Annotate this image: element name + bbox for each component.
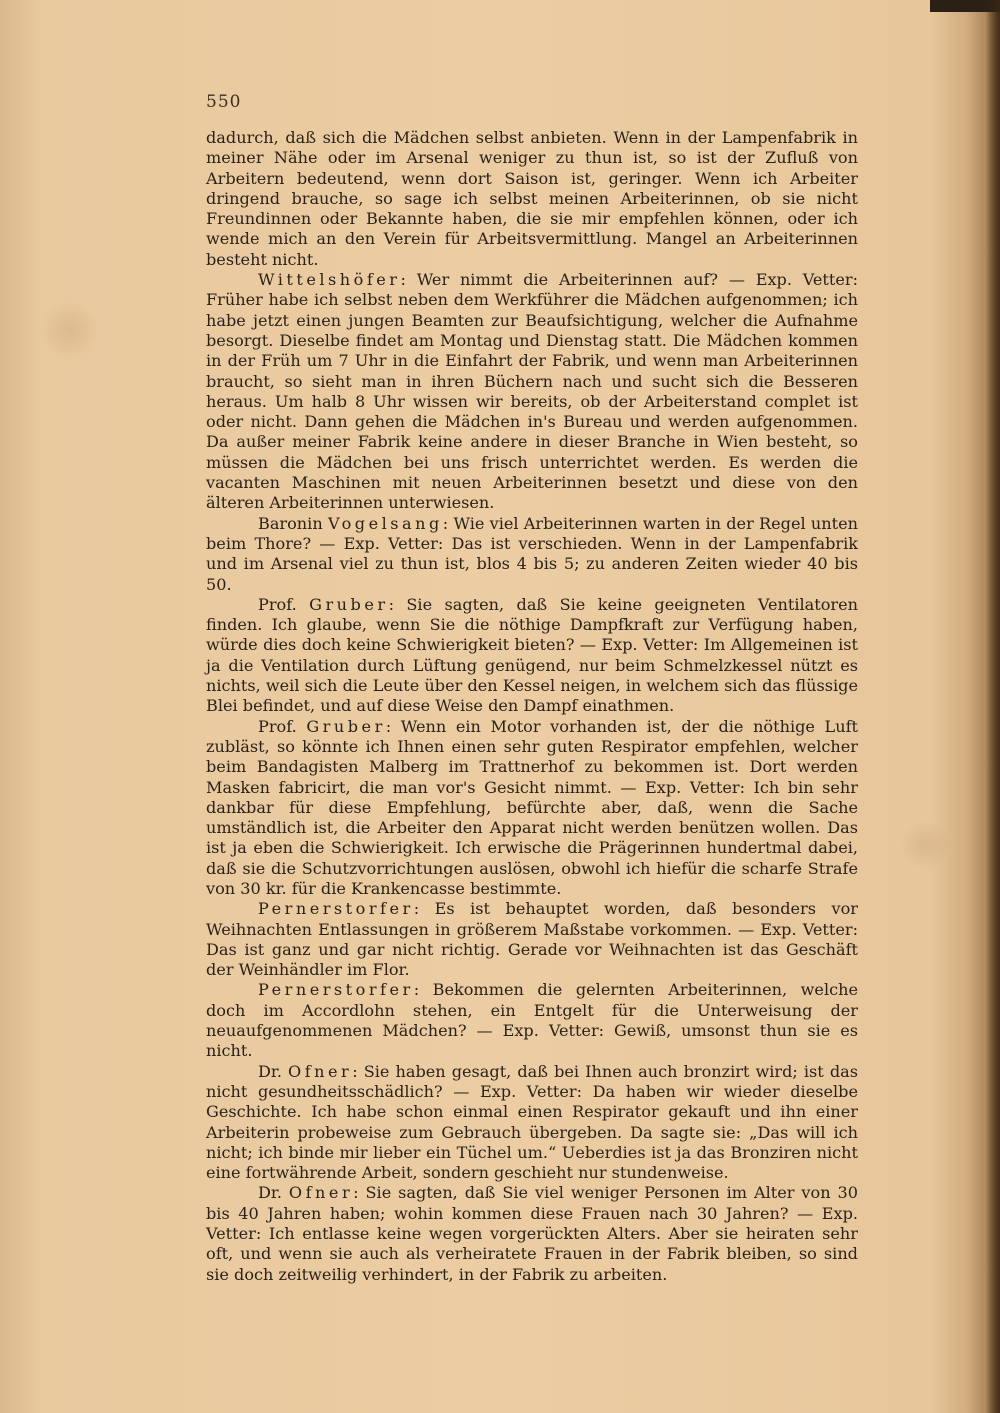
speaker-name: Pernerstorfer — [258, 980, 414, 1000]
speaker-title: Dr. — [258, 1183, 289, 1203]
paragraph-0 — [206, 128, 858, 270]
paragraph-text: dadurch, daß sich die Mädchen selbst anbieten. Wenn in der Lampenfabrik in meiner Nähe oder im Arsenal weniger zu thun ist, so ist der Zufluß von Arbeitern bedeutend, wenn dort Saison ist, geringer. Wenn ich Arbeiter dringend brauche, so sage ich selbst meinen Arbeiterinnen, ob sie nicht Freundinnen oder Bekannte haben, die sie mir empfehlen können, oder ich wende mich an den Verein für Arbeitsvermittlung. Mangel an Arbeiterinnen besteht nicht. — [206, 128, 858, 269]
paragraph-text: : Sie sagten, daß Sie viel weniger Personen im Alter von 30 bis 40 Jahren haben; wohin kommen diese Frauen nach 30 Jahren? — Exp. Vetter: Ich entlasse keine wegen vorgerückten Alters. Aber sie heiraten sehr oft, und wenn sie auch als verheiratete Frauen in der Fabrik bleiben, so sind sie doch zeitweilig verhindert, in der Fabrik zu arbeiten. — [206, 1183, 858, 1284]
speaker-name: Ofner — [288, 1183, 354, 1203]
paragraph-5 — [206, 899, 858, 980]
speaker-name: Gruber — [306, 716, 386, 736]
speaker-name: Wittelshöfer — [258, 270, 401, 290]
paper-stain — [900, 820, 950, 870]
paragraph-text: : Wer nimmt die Arbeiterinnen auf? — Exp. Vetter: Früher habe ich selbst neben dem Werkführer die Mädchen aufgenommen; ich habe jetzt einen jungen Beamten zur Beaufsichtigung, welcher die Aufnahme besorgt. Dieselbe findet am Montag und Dienstag statt. Die Mädchen kommen in der Früh um 7 Uhr in die Einfahrt der Fabrik, und wenn man Arbeiterinnen braucht, so sieht man in ihren Büchern nach und sucht sich die Besseren heraus. Um halb 8 Uhr wissen wir bereits, ob der Arbeiterstand complet ist oder nicht. Dann gehen die Mädchen in's Bureau und werden aufgenommen. Da außer meiner Fabrik keine andere in dieser Branche in Wien besteht, so müssen die Mädchen bei uns frisch unterrichtet werden. Es werden die vacanten Maschinen mit neuen Arbeiterinnen besetzt und diese von den älteren Arbeiterinnen unterwiesen. — [206, 270, 858, 513]
speaker-title: Prof. — [258, 716, 307, 736]
paragraph-1 — [206, 270, 858, 514]
paragraph-text: : Es ist behauptet worden, daß besonders vor Weihnachten Entlassungen in größerem Maßstabe vorkommen. — Exp. Vetter: Das ist ganz und gar nicht richtig. Gerade vor Weihnachten ist das Geschäft der Weinhändler im Flor. — [206, 899, 858, 980]
paragraph-6 — [206, 980, 858, 1061]
paragraph-text: : Sie sagten, daß Sie keine geeigneten Ventilatoren finden. Ich glaube, wenn Sie die nöthige Dampfkraft zur Verfügung haben, würde dies doch keine Schwierigkeit bieten? — Exp. Vetter: Im Allgemeinen ist ja die Ventilation durch Lüftung genügend, nur beim Schmelzkessel nützt es nichts, weil sich die Leute über den Kessel neigen, in welchem sich das flüssige Blei befindet, und auf diese Weise den Dampf einathmen. — [206, 594, 859, 716]
speaker-name: Ofner — [288, 1061, 353, 1081]
page-edge-shadow — [986, 0, 1000, 1413]
speaker-title: Dr. — [258, 1061, 289, 1081]
speaker-title: Prof. — [258, 594, 310, 614]
speaker-name: Vogelsang — [327, 513, 443, 533]
speaker-name: Pernerstorfer — [258, 899, 414, 919]
paragraph-3 — [206, 595, 858, 717]
paragraph-text: : Wenn ein Motor vorhanden ist, der die nöthige Luft zubläst, so könnte ich Ihnen einen sehr guten Respirator empfehlen, welcher beim Bandagisten Malberg im Trattnerhof zu bekommen ist. Dort werden Masken fabricirt, die man vor's Gesicht nimmt. — Exp. Vetter: Ich bin sehr dankbar für diese Empfehlung, befürchte aber, daß, wenn die Sache umständlich ist, die Arbeiter den Apparat nicht werden benützen wollen. Das ist ja eben die Schwierigkeit. Ich erwische die Prägerinnen hundertmal dabei, daß sie die Schutzvorrichtungen auslösen, obwohl ich hiefür die scharfe Strafe von 30 kr. für die Krankencasse bestimmte. — [206, 716, 859, 898]
body-text — [206, 128, 858, 1285]
speaker-title: Baronin — [258, 513, 328, 533]
speaker-name: Gruber — [309, 594, 389, 614]
paper-stain — [40, 300, 100, 360]
page-number: 550 — [206, 92, 242, 112]
paragraph-4 — [206, 717, 858, 900]
paragraph-2 — [206, 514, 858, 595]
paragraph-7 — [206, 1062, 858, 1184]
paragraph-text: : Sie haben gesagt, daß bei Ihnen auch bronzirt wird; ist das nicht gesundheitsschädlich? — Exp. Vetter: Da haben wir wieder dieselbe Geschichte. Ich habe schon einmal einen Respirator gekauft und ihn einer Arbeiterin probeweise zum Gebrauch übergeben. Da sagte sie: „Das will ich nicht; ich binde mir lieber ein Tüchel um.“ Ueberdies ist ja das Bronziren nicht eine fortwährende Arbeit, sondern geschieht nur stundenweise. — [206, 1061, 858, 1183]
paragraph-text: : Bekommen die gelernten Arbeiterinnen, welche doch im Accordlohn stehen, ein Entgelt für die Unterweisung der neuaufgenommenen Mädchen? — Exp. Vetter: Gewiß, umsonst thun sie es nicht. — [206, 980, 858, 1061]
paragraph-text: : Wie viel Arbeiterinnen warten in der Regel unten beim Thore? — Exp. Vetter: Das ist verschieden. Wenn in der Lampenfabrik und im Arsenal viel zu thun ist, blos 4 bis 5; zu anderen Zeiten wieder 40 bis 50. — [206, 513, 858, 594]
paragraph-8 — [206, 1183, 858, 1284]
